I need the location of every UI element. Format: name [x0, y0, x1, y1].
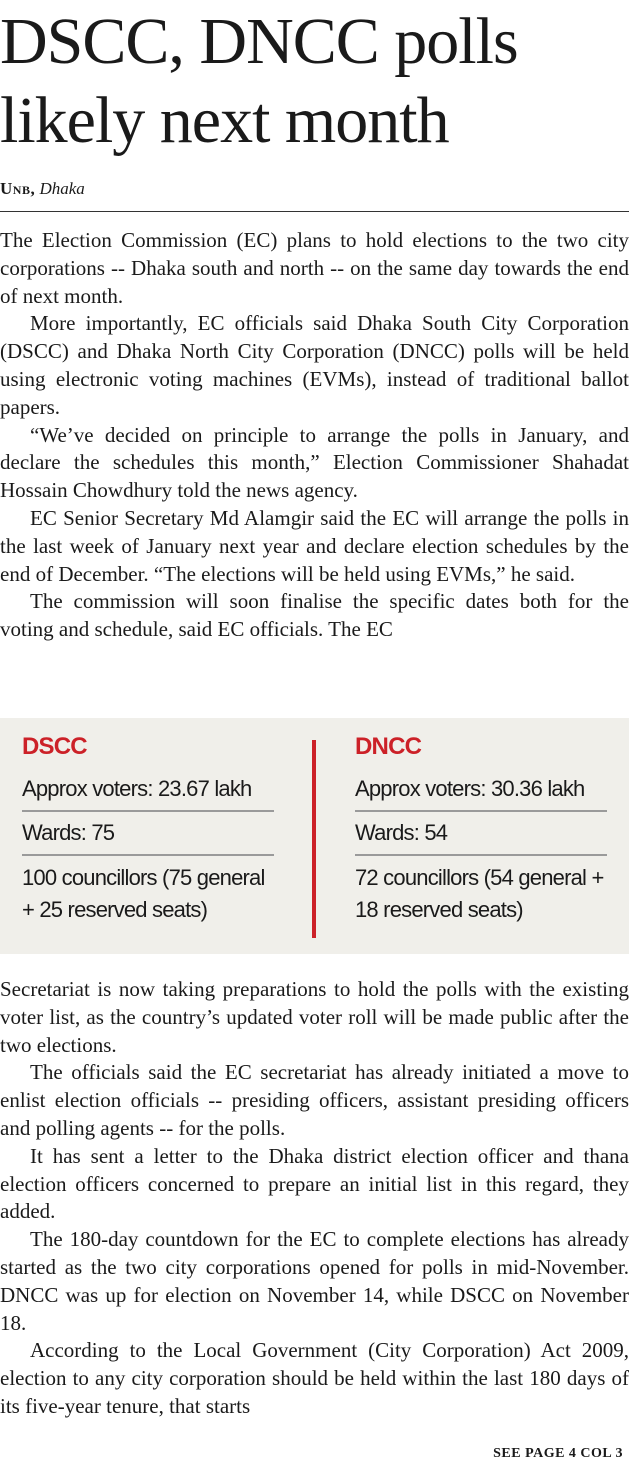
paragraph: EC Senior Secretary Md Alamgir said the EC will arrange the polls in the last week of January next year and declare election schedules by the end of December. “The elections will be held using EVMs,” he said. — [0, 505, 629, 586]
dncc-wards: Wards: 54 — [355, 812, 607, 856]
dscc-title: DSCC — [22, 733, 87, 760]
paragraph: The commission will soon finalise the specific dates both for the voting and schedule, said EC officials. The EC — [0, 589, 629, 642]
paragraph: More importantly, EC officials said Dhaka South City Corporation (DSCC) and Dhaka North City Corporation (DNCC) polls will be held using electronic voting machines (EVMs), instead of traditional ballot papers. — [0, 311, 629, 419]
dscc-councillors: 100 councillors (75 general + 25 reserved seats) — [22, 865, 265, 922]
paragraph: The 180-day countdown for the EC to complete elections has already started as the two city corporations opened for polls in mid-November. DNCC was up for election on November 14, while DSCC on November 18. — [0, 1227, 629, 1335]
dscc-wards: Wards: 75 — [22, 812, 274, 856]
paragraph: The Election Commission (EC) plans to hold elections to the two city corporations -- Dhaka south and north -- on the same day towards the end of next month. — [0, 228, 629, 308]
dscc-voters: Approx voters: 23.67 lakh — [22, 768, 274, 812]
polls-fact-box — [0, 718, 629, 954]
column-divider — [312, 740, 316, 938]
article-body-bottom — [0, 976, 629, 1421]
paragraph: “We’ve decided on principle to arrange the polls in January, and declare the schedules this month,” Election Commissioner Shahadat Hossain Chowdhury told the news agency. — [0, 422, 629, 503]
byline-rule — [0, 211, 629, 212]
dncc-councillors: 72 councillors (54 general + 18 reserved seats) — [355, 865, 604, 922]
dscc-column — [22, 732, 274, 932]
paragraph: According to the Local Government (City Corporation) Act 2009, election to any city corporation should be held within the last 180 days of its five-year tenure, that starts — [0, 1338, 629, 1418]
byline — [0, 178, 85, 200]
dncc-title: DNCC — [355, 733, 422, 760]
paragraph: The officials said the EC secretariat has already initiated a move to enlist election officials -- presiding officers, assistant presiding officers and polling agents -- for the polls. — [0, 1060, 629, 1140]
headline: DSCC, DNCC polls likely next month — [0, 5, 518, 157]
continuation-jump[interactable]: SEE PAGE 4 COL 3 — [493, 1446, 623, 1461]
article-body-top — [0, 227, 629, 644]
dncc-voters: Approx voters: 30.36 lakh — [355, 768, 607, 812]
byline-place: Dhaka — [39, 179, 85, 198]
paragraph: Secretariat is now taking preparations to hold the polls with the existing voter list, as the country’s updated voter roll will be made public after the two elections. — [0, 977, 629, 1057]
paragraph: It has sent a letter to the Dhaka district election officer and thana election officers concerned to prepare an initial list in this regard, they added. — [0, 1143, 629, 1224]
byline-agency: Unb, — [0, 179, 36, 198]
dncc-column — [355, 732, 607, 932]
